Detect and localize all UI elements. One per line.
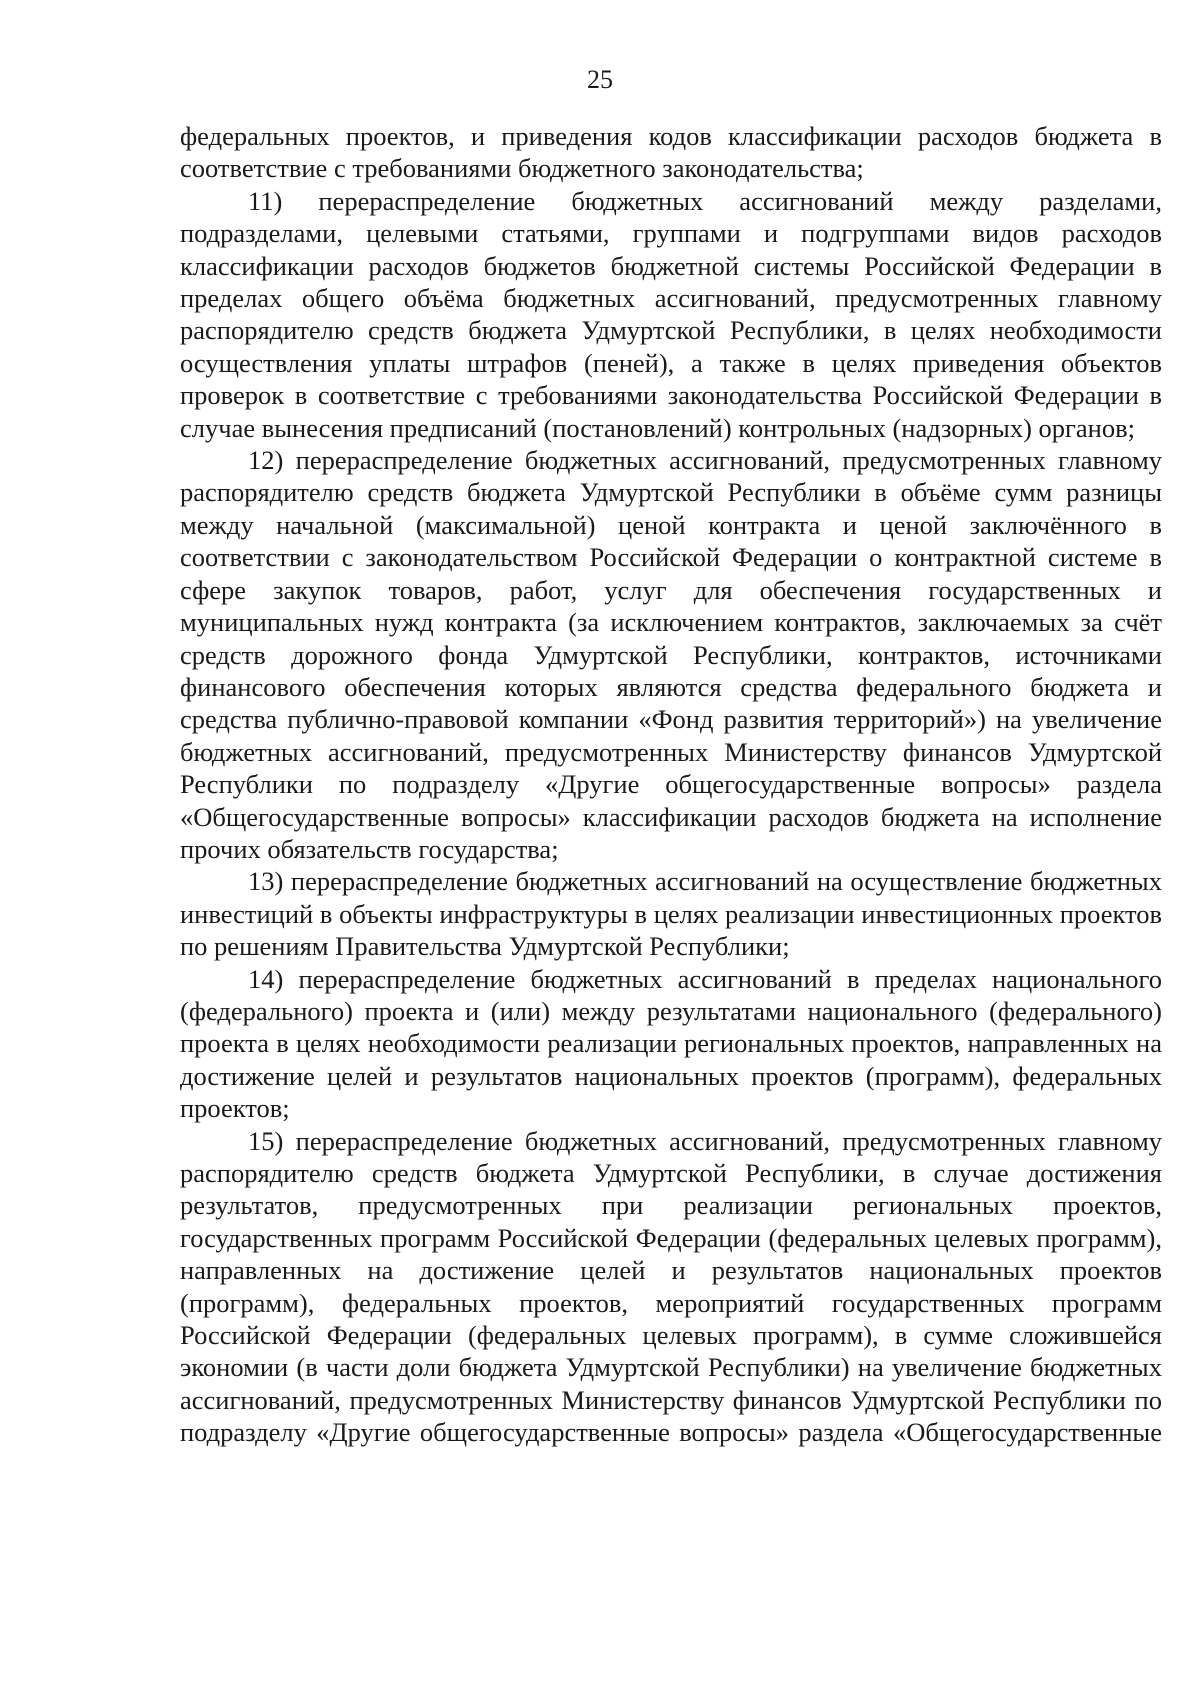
paragraph-item-12: 12) перераспределение бюджетных ассигнований, предусмотренных главному распорядителю средств бюджета Удмуртской Республики в объёме сумм разницы между начальной (максимальной) ценой контракта и ценой заключённого в соответствии с законодательством Российской Федерации о контрактной системе в сфере закупок товаров, работ, услуг для обеспечения государственных и муниципальных нужд контракта (за исключением контрактов, заключаемых за счёт средств дорожного фонда Удмуртской Республики, контрактов, источниками финансового обеспечения которых являются средства федерального бюджета и средства публично-правовой компании «Фонд развития территорий») на увеличение бюджетных ассигнований, предусмотренных Министерству финансов Удмуртской Республики по подразделу «Другие общегосударственные вопросы» раздела «Общегосударственные вопросы» классификации расходов бюджета на исполнение прочих обязательств государства; <box>180 445 1162 864</box>
paragraph-item-15: 15) перераспределение бюджетных ассигнований, предусмотренных главному распорядителю средств бюджета Удмуртской Республики, в случае достижения результатов, предусмотренных при реализации региональных проектов, государственных программ Российской Федерации (федеральных целевых программ), направленных на достижение целей и результатов национальных проектов (программ), федеральных проектов, мероприятий государственных программ Российской Федерации (федеральных целевых программ), в сумме сложившейся экономии (в части доли бюджета Удмуртской Республики) на увеличение бюджетных ассигнований, предусмотренных Министерству финансов Удмуртской Республики по подразделу «Другие общегосударственные вопросы» раздела «Общегосударственные <box>180 1125 1162 1448</box>
paragraph-item-14: 14) перераспределение бюджетных ассигнований в пределах национального (федерального) проекта и (или) между результатами национального (федерального) проекта в целях необходимости реализации региональных проектов, направленных на достижение целей и результатов национальных проектов (программ), федеральных проектов; <box>180 963 1162 1124</box>
paragraph-continuation: федеральных проектов, и приведения кодов классификации расходов бюджета в соответствие с требованиями бюджетного законодательства; <box>180 121 1162 184</box>
paragraph-item-11: 11) перераспределение бюджетных ассигнований между разделами, подразделами, целевыми статьями, группами и подгруппами видов расходов классификации расходов бюджетов бюджетной системы Российской Федерации в пределах общего объёма бюджетных ассигнований, предусмотренных главному распорядителю средств бюджета Удмуртской Республики, в целях необходимости осуществления уплаты штрафов (пеней), а также в целях приведения объектов проверок в соответствие с требованиями законодательства Российской Федерации в случае вынесения предписаний (постановлений) контрольных (надзорных) органов; <box>180 185 1162 443</box>
document-body <box>180 120 1162 1449</box>
page-number: 25 <box>587 65 613 94</box>
paragraph-item-13: 13) перераспределение бюджетных ассигнований на осуществление бюджетных инвестиций в объекты инфраструктуры в целях реализации инвестиционных проектов по решениям Правительства Удмуртской Республики; <box>180 866 1162 962</box>
